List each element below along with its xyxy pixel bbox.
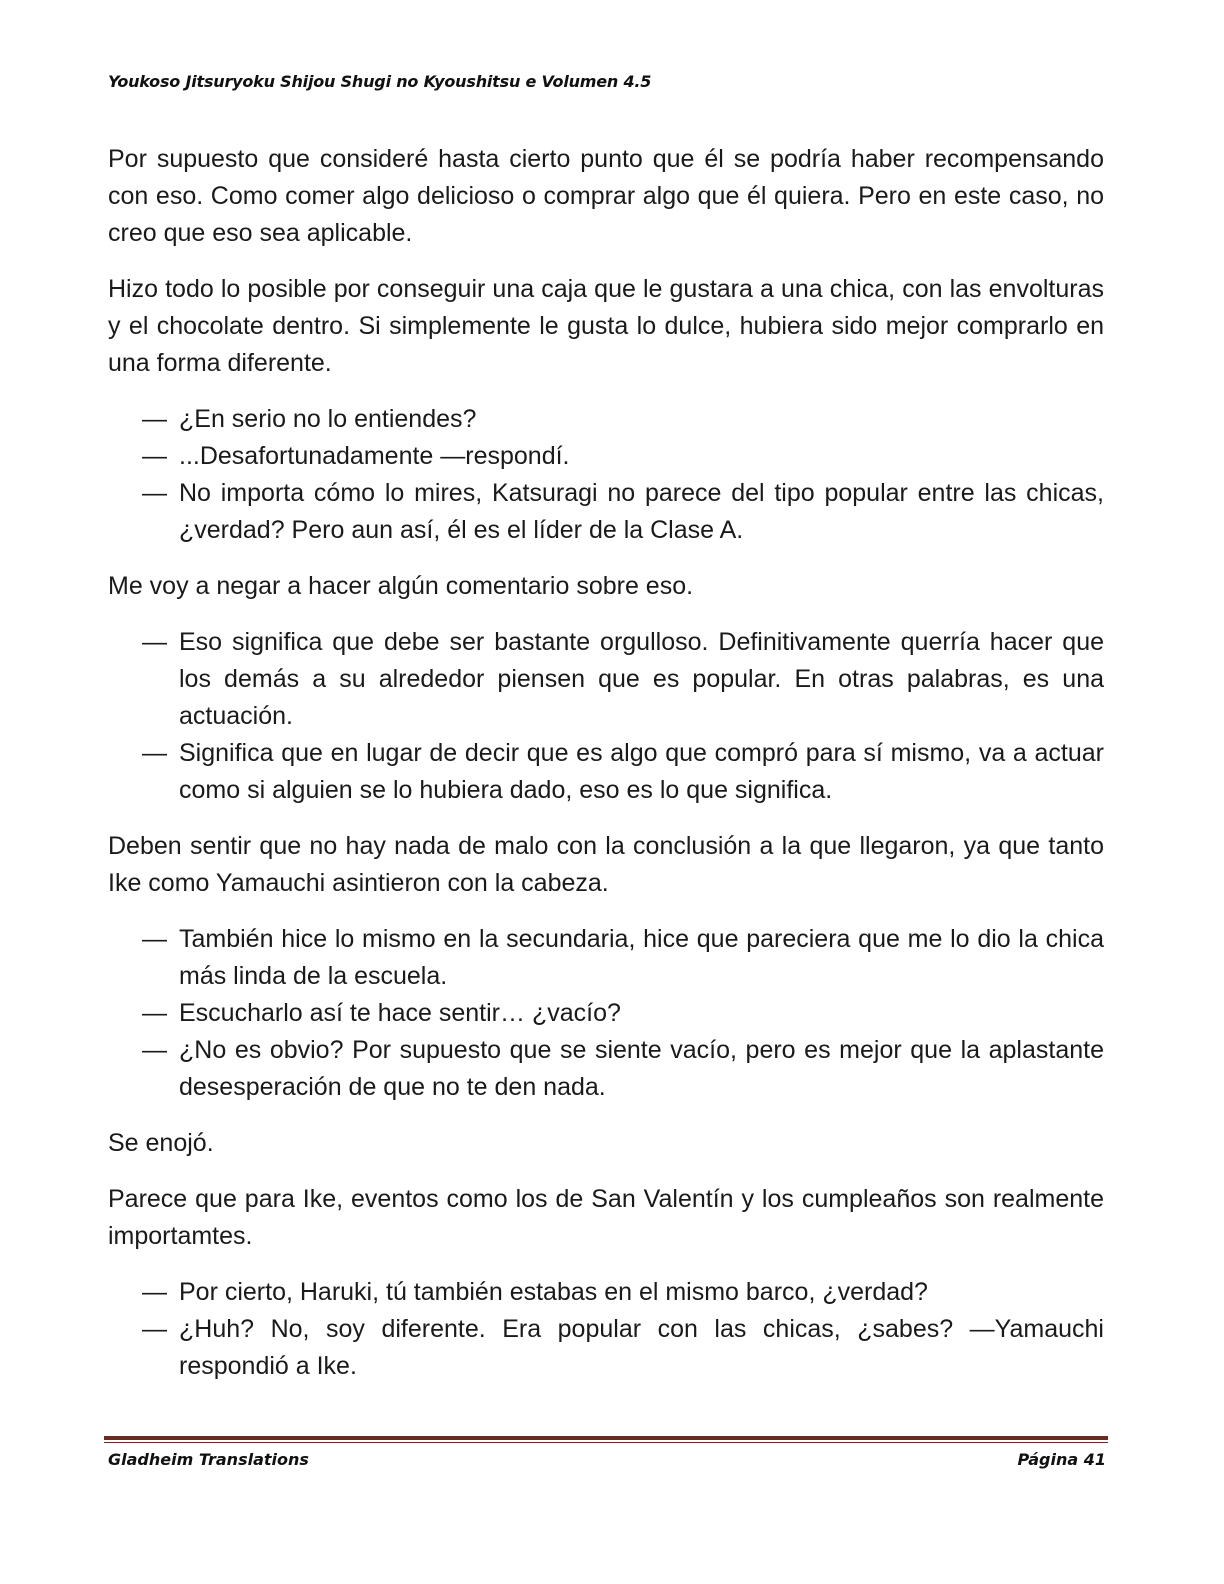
dialogue-text: Significa que en lugar de decir que es algo que compró para sí mismo, va a actuar como si alguien se lo hubiera dado, eso es lo que significa. xyxy=(179,739,1104,804)
em-dash: — xyxy=(142,479,167,507)
dialogue-text: No importa cómo lo mires, Katsuragi no parece del tipo popular entre las chicas, ¿verdad? Pero aun así, él es el líder de la Clase A. xyxy=(179,479,1104,544)
em-dash: — xyxy=(142,442,167,470)
dialogue-text: Por cierto, Haruki, tú también estabas en el mismo barco, ¿verdad? xyxy=(179,1278,928,1306)
dialogue-group-2 xyxy=(108,624,1104,809)
page-number: Página 41 xyxy=(1017,1450,1106,1469)
em-dash: — xyxy=(142,925,167,953)
paragraph-2: Hizo todo lo posible por conseguir una caja que le gustara a una chica, con las envolturas y el chocolate dentro. Si simplemente le gusta lo dulce, hubiera sido mejor comprarlo en una forma diferente. xyxy=(108,275,1104,377)
dialogue-line xyxy=(108,1311,1104,1385)
dialogue-group-4 xyxy=(108,1274,1104,1385)
em-dash: — xyxy=(142,999,167,1027)
footer-rule xyxy=(104,1436,1108,1440)
dialogue-text: Eso significa que debe ser bastante orgulloso. Definitivamente querría hacer que los demás a su alrededor piensen que es popular. En otras palabras, es una actuación. xyxy=(179,628,1104,730)
em-dash: — xyxy=(142,1036,167,1064)
dialogue-text: ¿No es obvio? Por supuesto que se siente vacío, pero es mejor que la aplastante desesperación de que no te den nada. xyxy=(179,1036,1104,1101)
dialogue-line xyxy=(108,1032,1104,1106)
paragraph-4: Deben sentir que no hay nada de malo con la conclusión a la que llegaron, ya que tanto Ike como Yamauchi asintieron con la cabeza. xyxy=(108,832,1104,897)
dialogue-group-3 xyxy=(108,921,1104,1106)
dialogue-text: ¿En serio no lo entiendes? xyxy=(179,405,477,433)
paragraph-1: Por supuesto que consideré hasta cierto punto que él se podría haber recompensando con eso. Como comer algo delicioso o comprar algo que él quiera. Pero en este caso, no creo que eso sea aplicable. xyxy=(108,145,1104,247)
dialogue-text: También hice lo mismo en la secundaria, hice que pareciera que me lo dio la chica más linda de la escuela. xyxy=(179,925,1104,990)
dialogue-line xyxy=(108,438,1104,475)
paragraph-3: Me voy a negar a hacer algún comentario sobre eso. xyxy=(108,572,694,600)
em-dash: — xyxy=(142,1278,167,1306)
dialogue-line xyxy=(108,735,1104,809)
dialogue-line xyxy=(108,624,1104,735)
dialogue-line xyxy=(108,995,1104,1032)
em-dash: — xyxy=(142,739,167,767)
paragraph-6: Parece que para Ike, eventos como los de San Valentín y los cumpleaños son realmente importamtes. xyxy=(108,1185,1104,1250)
em-dash: — xyxy=(142,405,167,433)
page-body xyxy=(108,141,1104,1404)
dialogue-text: Escucharlo así te hace sentir… ¿vacío? xyxy=(179,999,621,1027)
footer-credit: Gladheim Translations xyxy=(108,1450,309,1469)
page-header: Youkoso Jitsuryoku Shijou Shugi no Kyoushitsu e Volumen 4.5 xyxy=(108,72,652,91)
dialogue-text: ...Desafortunadamente —respondí. xyxy=(179,442,570,470)
em-dash: — xyxy=(142,1315,167,1343)
dialogue-group-1 xyxy=(108,401,1104,549)
paragraph-5: Se enojó. xyxy=(108,1129,214,1157)
dialogue-line xyxy=(108,921,1104,995)
dialogue-line xyxy=(108,475,1104,549)
dialogue-line xyxy=(108,401,1104,438)
em-dash: — xyxy=(142,628,167,656)
dialogue-text: ¿Huh? No, soy diferente. Era popular con las chicas, ¿sabes? —Yamauchi respondió a Ike. xyxy=(179,1315,1104,1380)
footer-rule-thin xyxy=(104,1442,1108,1443)
dialogue-line xyxy=(108,1274,1104,1311)
